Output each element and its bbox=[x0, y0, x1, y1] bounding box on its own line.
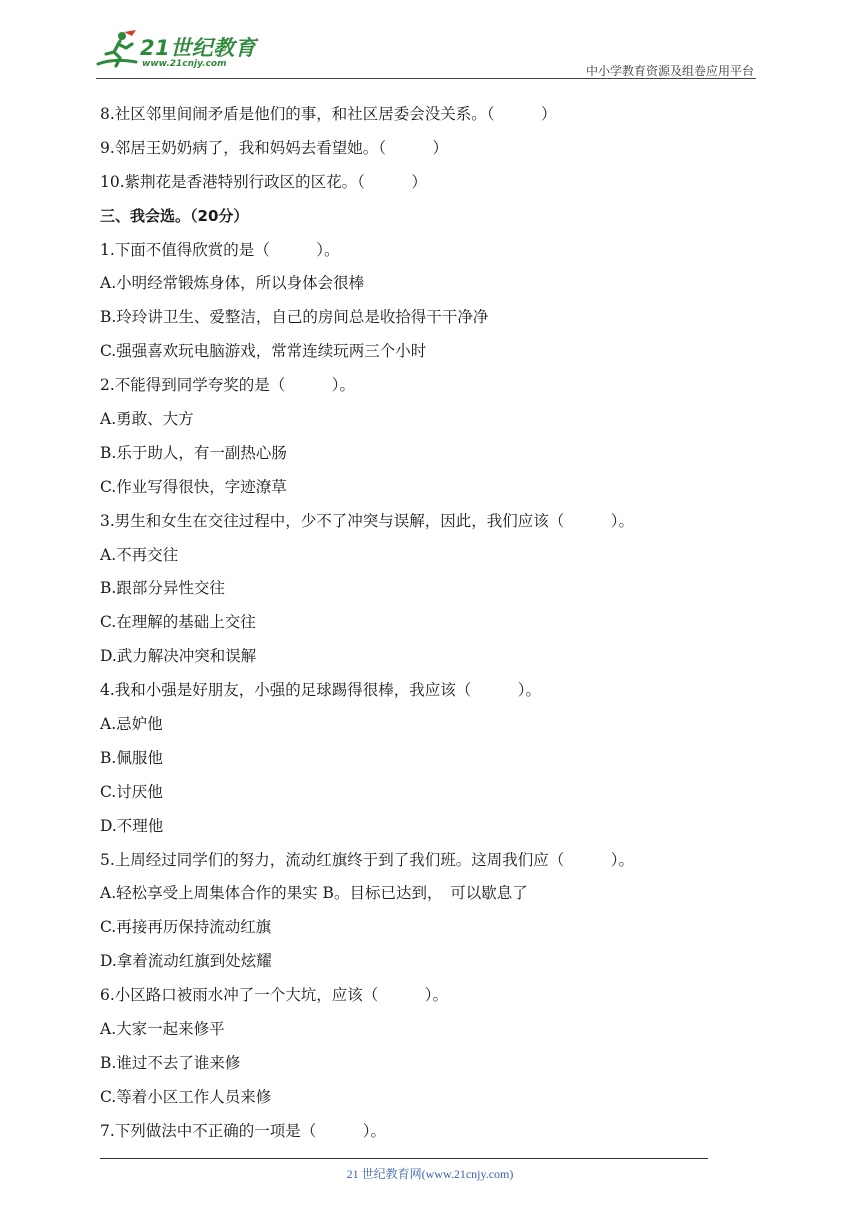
question-line: C.作业写得很快，字迹潦草 bbox=[100, 477, 287, 496]
question-line: 1.下面不值得欣赏的是（ ）。 bbox=[100, 240, 340, 259]
question-line: C.等着小区工作人员来修 bbox=[100, 1087, 272, 1106]
question-line: 8.社区邻里间闹矛盾是他们的事，和社区居委会没关系。（ ） bbox=[100, 105, 557, 123]
question-line: C.讨厌他 bbox=[100, 782, 163, 801]
footer-divider bbox=[100, 1158, 708, 1159]
site-logo[interactable] bbox=[96, 28, 266, 78]
question-line: D.不理他 bbox=[100, 816, 164, 835]
question-line: 2.不能得到同学夸奖的是（ ）。 bbox=[100, 376, 356, 395]
question-line: C.强强喜欢玩电脑游戏，常常连续玩两三个小时 bbox=[100, 342, 427, 361]
question-line: 6.小区路口被雨水冲了一个大坑，应该（ ）。 bbox=[100, 986, 449, 1005]
question-line: B.跟部分异性交往 bbox=[100, 579, 225, 598]
question-line: 7.下列做法中不正确的一项是（ ）。 bbox=[100, 1121, 387, 1140]
logo-url: www.21cnjy.com bbox=[142, 59, 227, 69]
question-line: B.玲玲讲卫生、爱整洁，自己的房间总是收拾得干干净净 bbox=[100, 308, 489, 327]
question-line: A.大家一起来修平 bbox=[100, 1020, 225, 1039]
question-line: A.小明经常锻炼身体，所以身体会很棒 bbox=[100, 274, 365, 293]
question-line: A.忌妒他 bbox=[100, 715, 163, 734]
runner-logo-icon bbox=[96, 28, 142, 74]
logo-wordmark: 21世纪教育 bbox=[140, 36, 257, 60]
question-line: 9.邻居王奶奶病了，我和妈妈去看望她。（ ） bbox=[100, 138, 449, 157]
question-line: A.勇敢、大方 bbox=[100, 410, 194, 429]
question-line: C.再接再历保持流动红旗 bbox=[100, 918, 272, 937]
question-line: B.谁过不去了谁来修 bbox=[100, 1053, 241, 1072]
question-line: B.佩服他 bbox=[100, 748, 163, 767]
question-line: 5.上周经过同学们的努力，流动红旗终于到了我们班。这周我们应（ ）。 bbox=[100, 850, 635, 869]
platform-tagline: 中小学教育资源及组卷应用平台 bbox=[585, 64, 754, 78]
page-header bbox=[0, 0, 860, 80]
question-line: A.不再交往 bbox=[100, 545, 179, 564]
question-line: 4.我和小强是好朋友，小强的足球踢得很棒，我应该（ ）。 bbox=[100, 681, 542, 700]
question-line: 3.男生和女生在交往过程中，少不了冲突与误解，因此，我们应该（ ）。 bbox=[100, 511, 635, 530]
question-line: 10.紫荆花是香港特别行政区的区花。（ ） bbox=[100, 172, 427, 191]
question-line: A.轻松享受上周集体合作的果实 B。目标已达到， 可以歇息了 bbox=[100, 884, 528, 903]
question-line: D.武力解决冲突和误解 bbox=[100, 647, 257, 666]
section-heading: 三、我会选。（20分） bbox=[100, 206, 249, 225]
question-list bbox=[100, 98, 760, 1149]
footer-source[interactable]: 21 世纪教育网(www.21cnjy.com) bbox=[346, 1167, 514, 1181]
question-line: B.乐于助人，有一副热心肠 bbox=[100, 443, 287, 462]
question-line: C.在理解的基础上交往 bbox=[100, 613, 256, 632]
question-line: D.拿着流动红旗到处炫耀 bbox=[100, 952, 272, 971]
header-divider bbox=[96, 78, 756, 79]
